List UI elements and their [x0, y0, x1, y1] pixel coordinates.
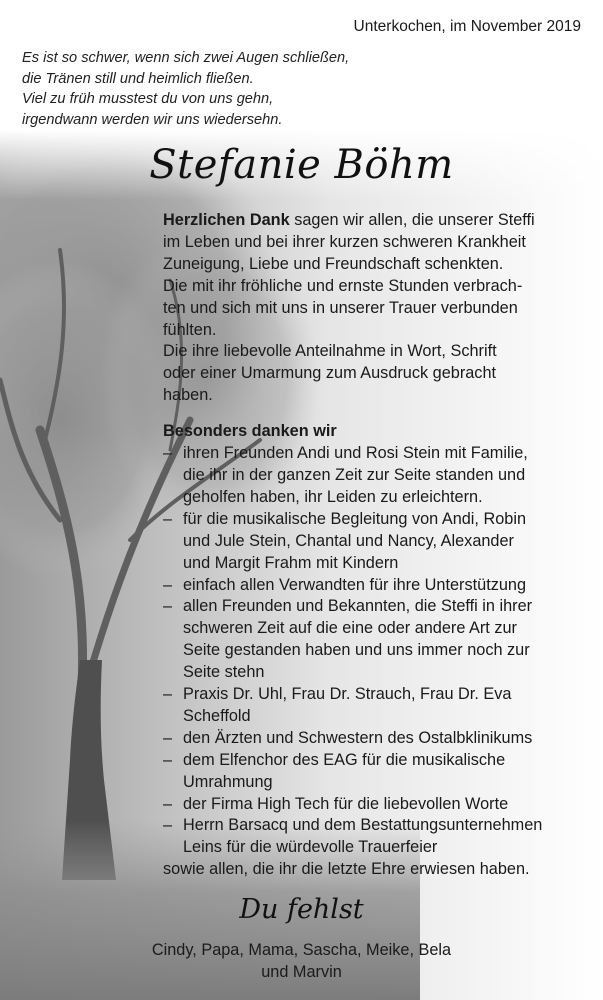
- list-item-continuation: [163, 772, 583, 794]
- list-dash: –: [163, 444, 173, 463]
- list-dash: –: [163, 750, 173, 769]
- list-item: [163, 596, 583, 618]
- list-item-text: allen Freunden und Bekannten, die Steffi in ihrer: [183, 597, 533, 616]
- list-item-continuation: [163, 662, 583, 684]
- list-item-text: Umrahmung: [183, 772, 273, 791]
- list-item-text: Seite gestanden haben und uns immer noch zur: [183, 641, 530, 660]
- list-dash: –: [163, 597, 173, 616]
- list-item: [163, 815, 583, 837]
- poem-line: irgendwann werden wir uns wiedersehn.: [22, 111, 283, 128]
- poem: [22, 48, 349, 130]
- poem-line: Es ist so schwer, wenn sich zwei Augen schließen,: [22, 50, 350, 66]
- list-item-continuation: [163, 531, 583, 553]
- place-date: Unterkochen, im November 2019: [353, 18, 581, 35]
- list-item-text: geholfen haben, ihr Leiden zu erleichtern.: [183, 487, 483, 506]
- list-item-text: der Firma High Tech für die liebevollen Worte: [183, 794, 509, 813]
- family-line: Cindy, Papa, Mama, Sascha, Meike, Bela: [151, 941, 452, 959]
- list-item: [163, 794, 583, 816]
- list-item-text: einfach allen Verwandten für ihre Unterstützung: [183, 575, 527, 594]
- thanks-list: [163, 443, 583, 859]
- thanks-text: [163, 210, 583, 881]
- thanks-line: Die mit ihr fröhliche und ernste Stunden verbrach-: [163, 276, 523, 295]
- poem-line: die Tränen still und heimlich fließen.: [22, 70, 254, 87]
- list-item: [163, 575, 583, 597]
- thanks-line: Zuneigung, Liebe und Freundschaft schenkten.: [163, 254, 504, 273]
- poem-line: Viel zu früh musstest du von uns gehn,: [22, 91, 274, 107]
- list-dash: –: [163, 816, 173, 835]
- list-dash: –: [163, 509, 173, 528]
- list-item-text: Scheffold: [183, 706, 251, 725]
- list-item: [163, 728, 583, 750]
- thanks-line: ten und sich mit uns in unserer Trauer verbunden: [163, 298, 518, 317]
- list-dash: –: [163, 575, 173, 594]
- list-item-continuation: [163, 553, 583, 575]
- list-item-continuation: [163, 487, 583, 509]
- thanks-line: haben.: [163, 386, 213, 405]
- list-item-text: Praxis Dr. Uhl, Frau Dr. Strauch, Frau Dr. Eva: [183, 685, 512, 704]
- list-item: [163, 684, 583, 706]
- list-dash: –: [163, 685, 173, 704]
- list-item-text: Leins für die würdevolle Trauerfeier: [183, 838, 438, 857]
- list-item: [163, 509, 583, 531]
- list-dash: –: [163, 728, 173, 747]
- list-item-text: für die musikalische Begleitung von Andi, Robin: [183, 509, 527, 528]
- thanks-line: sagen wir allen, die unserer Steffi: [289, 211, 535, 229]
- thanks-line: oder einer Umarmung zum Ausdruck gebracht: [163, 364, 497, 383]
- list-item-text: die ihr in der ganzen Zeit zur Seite standen und: [183, 465, 526, 484]
- list-item-text: und Jule Stein, Chantal und Nancy, Alexander: [183, 531, 514, 550]
- list-item: [163, 443, 583, 465]
- list-item-continuation: [163, 837, 583, 859]
- family-signature: [0, 939, 603, 983]
- thanks-line: im Leben und bei ihrer kurzen schweren Krankheit: [163, 232, 526, 251]
- deceased-name: Stefanie Böhm: [149, 142, 454, 188]
- list-item-continuation: [163, 465, 583, 487]
- list-item-continuation: [163, 706, 583, 728]
- list-item-continuation: [163, 640, 583, 662]
- list-item-text: Seite stehn: [183, 663, 265, 682]
- list-item-text: dem Elfenchor des EAG für die musikalische: [183, 750, 506, 769]
- thanks-line: fühlten.: [163, 320, 217, 339]
- thanks-lead: Herzlichen Dank: [163, 211, 290, 229]
- list-item-continuation: [163, 618, 583, 640]
- besonders-heading: Besonders danken wir: [163, 422, 337, 441]
- list-dash: –: [163, 794, 173, 813]
- family-line: und Marvin: [261, 963, 342, 981]
- list-item-text: und Margit Frahm mit Kindern: [183, 553, 399, 572]
- closing-line: sowie allen, die ihr die letzte Ehre erwiesen haben.: [163, 860, 530, 879]
- list-item-text: Herrn Barsacq und dem Bestattungsunternehmen: [183, 816, 543, 835]
- du-fehlst-script: Du fehlst: [239, 894, 364, 925]
- thanks-line: Die ihre liebevolle Anteilnahme in Wort, Schrift: [163, 342, 497, 361]
- list-item-text: den Ärzten und Schwestern des Ostalbklinikums: [183, 728, 533, 747]
- list-item: [163, 750, 583, 772]
- list-item-text: ihren Freunden Andi und Rosi Stein mit Familie,: [183, 444, 528, 463]
- list-item-text: schweren Zeit auf die eine oder andere Art zur: [183, 619, 517, 638]
